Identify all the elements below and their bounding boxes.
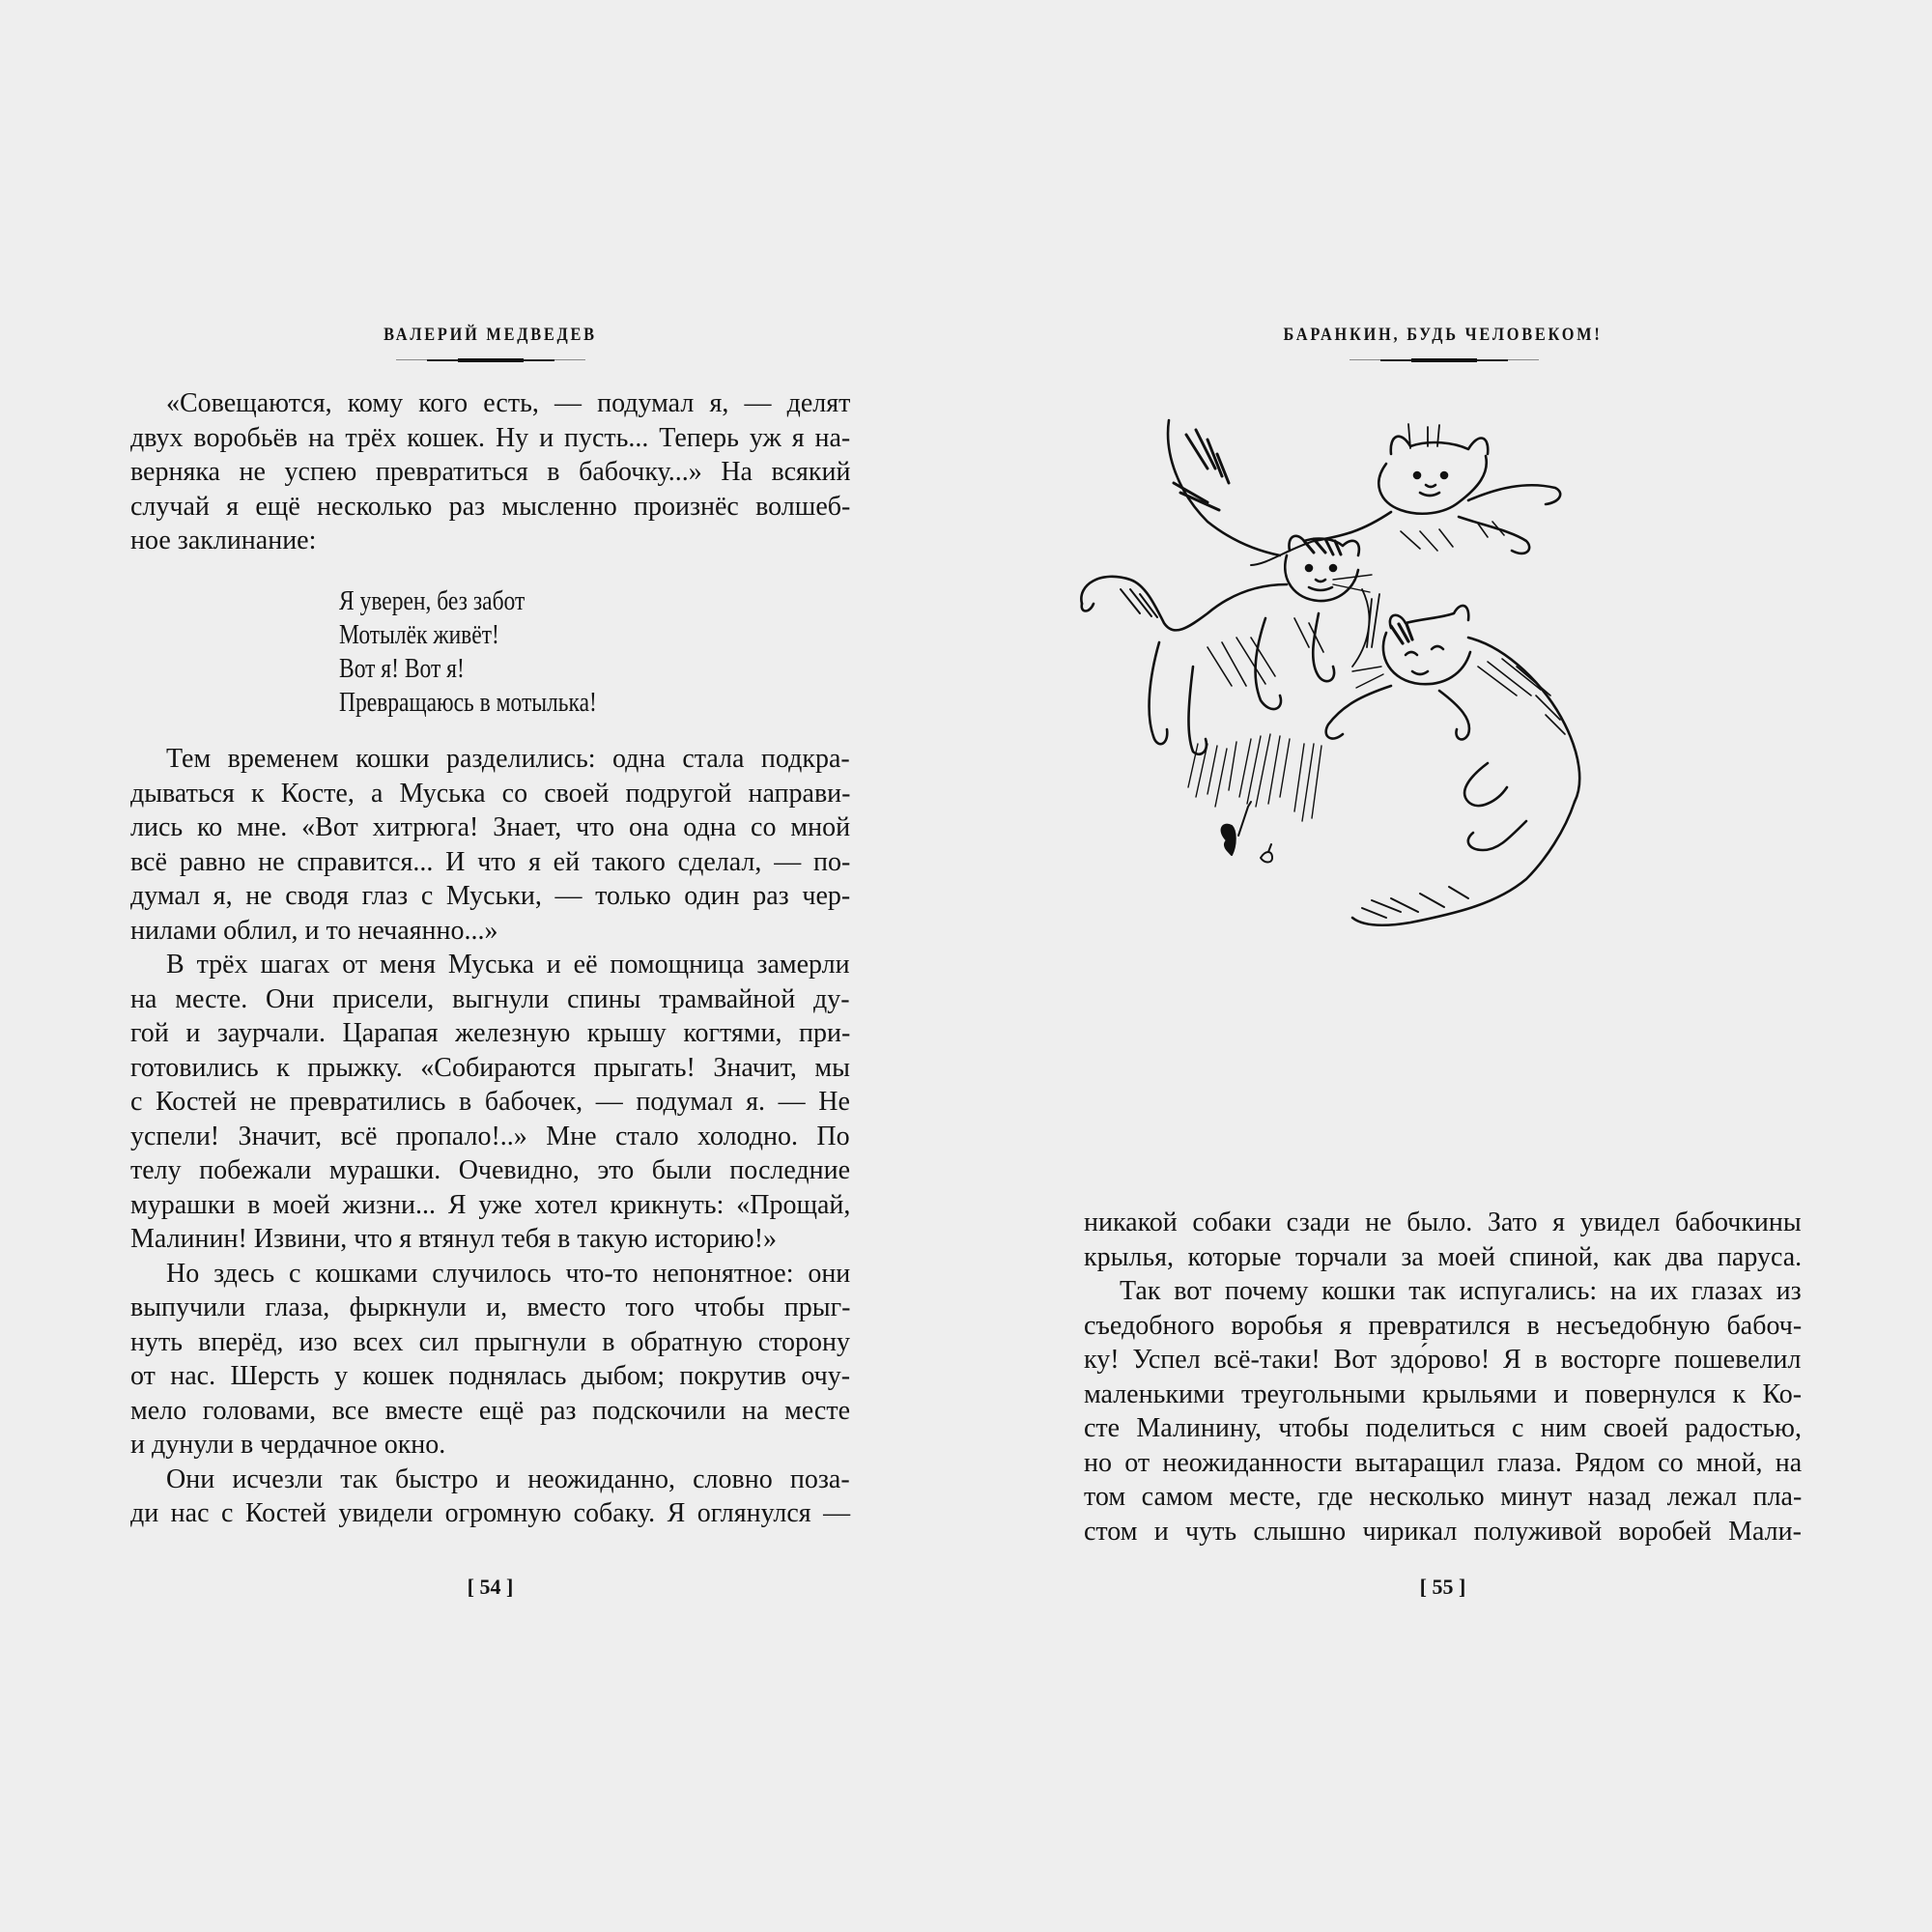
- text-line: ди нас с Костей увидели огромную собаку. Я оглянулся —: [130, 1498, 851, 1528]
- text-line: В трёх шагах от меня Муська и её помощница замерли: [166, 950, 850, 980]
- text-line: Так вот почему кошки так испугались: на их глазах из: [1120, 1276, 1802, 1306]
- text-line: двух воробьёв на трёх кошек. Ну и пусть... Теперь уж я на-: [130, 422, 851, 453]
- butterfly-icon: [1222, 802, 1272, 863]
- running-head-title: БАРАНКИН, БУДЬ ЧЕЛОВЕКОМ!: [1283, 325, 1603, 345]
- text-line: успели! Значит, всё пропало!..» Мне стало холодно. По: [130, 1121, 850, 1151]
- text-line: но от неожиданности вытаращил глаза. Рядом со мной, на: [1084, 1447, 1803, 1478]
- text-line: съедобного воробья я превратился в несъедобную бабоч-: [1084, 1310, 1803, 1341]
- text-line: ку! Успел всё-таки! Вот здо́рово! Я в восторге пошевелил: [1084, 1345, 1802, 1375]
- header-ornament-rule: [1350, 358, 1539, 362]
- text-line: с Костей не превратились в бабочек, — подумал я. — Не: [130, 1087, 850, 1117]
- body-text: [1084, 1206, 1802, 1548]
- running-head-author: ВАЛЕРИЙ МЕДВЕДЕВ: [384, 325, 597, 345]
- text-line: на месте. Они присели, выгнули спины трамвайной ду-: [130, 983, 850, 1014]
- text-line: думал я, не сводя глаз с Муськи, — только один раз чер-: [130, 881, 851, 911]
- text-line: никакой собаки сзади не было. Зато я увидел бабочкины: [1084, 1208, 1802, 1237]
- verse-line: Превращаюсь в мотылька!: [339, 688, 597, 718]
- text-line: телу побежали мурашки. Очевидно, это были последние: [130, 1155, 851, 1185]
- text-line: нилами облил, и то нечаянно...»: [130, 915, 498, 946]
- text-line: гой и заурчали. Царапая железную крышу когтями, при-: [130, 1018, 851, 1048]
- text-line: «Совещаются, кому кого есть, — подумал я, — делят: [166, 388, 851, 418]
- text-line: мурашки в моей жизни... Я уже хотел крикнуть: «Прощай,: [130, 1189, 851, 1220]
- text-line: лись ко мне. «Вот хитрюга! Знает, что она одна со мной: [130, 812, 851, 842]
- text-line: стом и чуть слышно чирикал полуживой воробей Мали-: [1084, 1516, 1802, 1547]
- text-line: готовились к прыжку. «Собираются прыгать! Значит, мы: [130, 1052, 850, 1083]
- cat-middle-icon: [1081, 420, 1379, 754]
- verse-line: Вот я! Вот я!: [339, 654, 465, 684]
- shading-strokes: [1188, 734, 1321, 821]
- text-line: нуть вперёд, изо всех сил прыгнули в обратную сторону: [130, 1326, 851, 1357]
- right-page: [966, 0, 1932, 1932]
- page-number: [ 55 ]: [1419, 1575, 1466, 1599]
- text-line: том самом месте, где несколько минут назад лежал пла-: [1084, 1482, 1803, 1512]
- cat-top-icon: [1251, 424, 1560, 565]
- body-text: [130, 742, 850, 1531]
- text-line: случай я ещё несколько раз мысленно произнёс волшеб-: [130, 491, 851, 522]
- text-line: Малинин! Извини, что я втянул тебя в такую историю!»: [130, 1224, 778, 1254]
- text-line: мело головами, все вместе ещё раз подскочили на месте: [130, 1395, 851, 1426]
- text-line: верняка не успею превратиться в бабочку...» На всякий: [130, 457, 851, 487]
- text-line: выпучили глаза, фыркнули и, вместо того чтобы прыг-: [130, 1293, 851, 1322]
- text-line: от нас. Шерсть у кошек поднялась дыбом; покрутив очу-: [130, 1361, 851, 1391]
- text-line: ное заклинание:: [130, 526, 317, 555]
- verse-line: Мотылёк живёт!: [339, 620, 499, 650]
- cat-bottom-icon: [1326, 606, 1580, 925]
- header-ornament-rule: [396, 358, 585, 362]
- verse-incantation: [339, 584, 646, 720]
- text-line: и дунули в чердачное окно.: [130, 1430, 446, 1460]
- cats-illustration: [1072, 396, 1826, 1179]
- text-line: маленькими треугольными крыльями и повернулся к Ко-: [1084, 1378, 1803, 1409]
- text-line: дываться к Косте, а Муська со своей подругой направи-: [130, 778, 851, 809]
- paragraph-intro: [130, 386, 850, 558]
- verse-line: Я уверен, без забот: [339, 586, 526, 616]
- page-number: [ 54 ]: [467, 1575, 514, 1599]
- text-line: Они исчезли так быстро и неожиданно, словно поза-: [166, 1463, 850, 1494]
- text-line: крылья, которые торчали за моей спиной, как два паруса.: [1084, 1241, 1803, 1272]
- text-line: сте Малинину, чтобы поделиться с ним своей радостью,: [1084, 1413, 1802, 1443]
- text-line: всё равно не справится... И что я ей такого сделал, — по-: [130, 846, 851, 877]
- text-line: Тем временем кошки разделились: одна стала подкра-: [166, 744, 850, 774]
- text-line: Но здесь с кошками случилось что-то непонятное: они: [166, 1258, 851, 1289]
